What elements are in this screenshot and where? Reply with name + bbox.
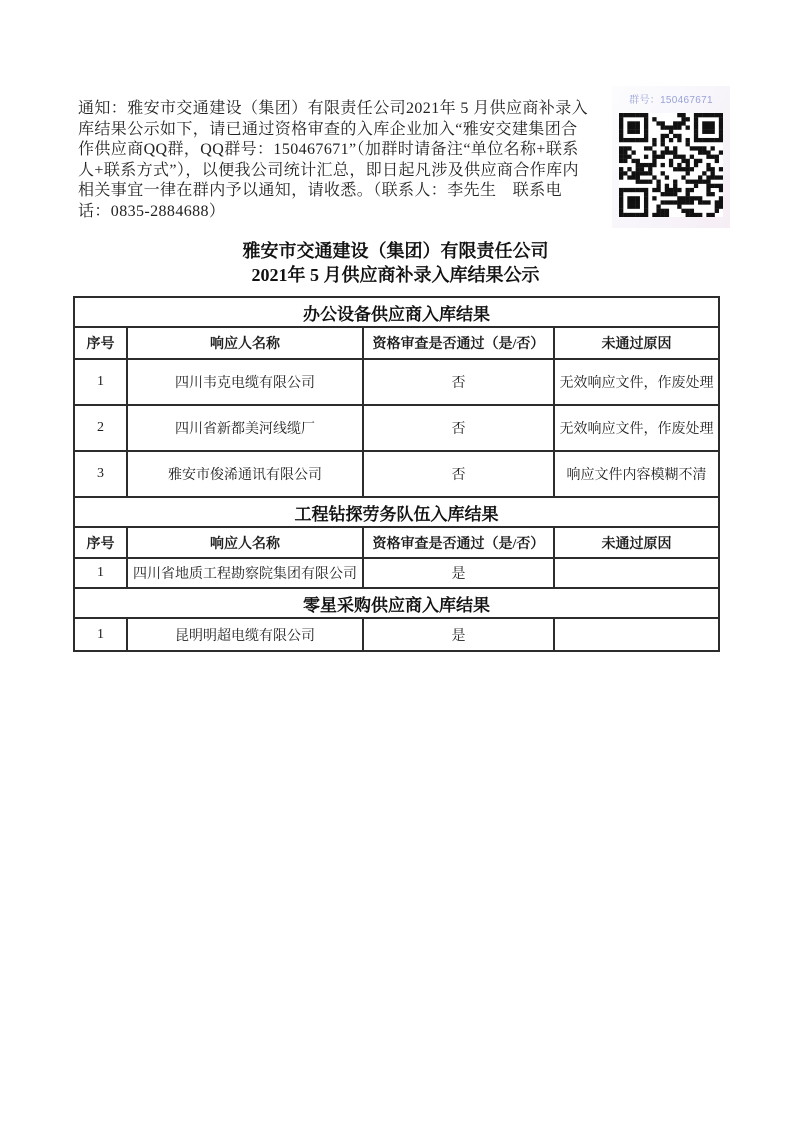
cell-fail-reason: 无效响应文件，作废处理 [554,405,719,451]
table-header-row [74,327,719,359]
cell-fail-reason [554,618,719,651]
section-title: 工程钻探劳务队伍入库结果 [74,497,719,527]
cell-qualification: 否 [363,359,554,405]
column-header-serial: 序号 [74,327,127,359]
cell-respondent: 雅安市俊浠通讯有限公司 [127,451,363,497]
notice-line: 相关事宜一律在群内予以通知，请收悉。（联系人：李先生 联系电 [78,182,563,200]
cell-qualification: 否 [363,405,554,451]
cell-respondent: 四川韦克电缆有限公司 [127,359,363,405]
column-header-qualification: 资格审查是否通过（是/否） [363,327,554,359]
table-row [74,451,719,497]
qq-group-number-label: 群号：150467671 [629,94,713,106]
cell-serial: 1 [74,618,127,651]
section-title: 办公设备供应商入库结果 [74,297,719,327]
column-header-fail-reason: 未通过原因 [554,527,719,558]
cell-serial: 3 [74,451,127,497]
document-title-line2: 2021年 5 月供应商补录入库结果公示 [251,264,540,285]
column-header-fail-reason: 未通过原因 [554,327,719,359]
cell-fail-reason [554,558,719,588]
cell-respondent: 四川省新都美河线缆厂 [127,405,363,451]
table-row [74,359,719,405]
cell-serial: 2 [74,405,127,451]
cell-qualification: 是 [363,618,554,651]
column-header-respondent: 响应人名称 [127,327,363,359]
notice-line: 话：0835-2884688） [78,202,226,220]
cell-serial: 1 [74,359,127,405]
document-title [73,240,718,287]
cell-qualification: 否 [363,451,554,497]
cell-respondent: 昆明明超电缆有限公司 [127,618,363,651]
section-header-drilling-labor [74,497,719,527]
notice-line: 库结果公示如下，请已通过资格审查的入库企业加入“雅安交建集团合 [78,120,578,138]
cell-qualification: 是 [363,558,554,588]
qq-group-qr-code-icon [619,113,723,217]
qq-group-card [612,86,730,228]
notice-line: 通知：雅安市交通建设（集团）有限责任公司2021年 5 月供应商补录入 [78,100,589,117]
section-header-office-equipment [74,297,719,327]
section-header-sporadic-procurement [74,588,719,618]
notice-line: 作供应商QQ群，QQ群号：150467671”（加群时请备注“单位名称+联系 [78,141,579,159]
table-row [74,558,719,588]
cell-respondent: 四川省地质工程勘察院集团有限公司 [127,558,363,588]
section-title: 零星采购供应商入库结果 [74,588,719,618]
cell-fail-reason: 无效响应文件，作废处理 [554,359,719,405]
supplier-results-table [73,296,720,652]
column-header-qualification: 资格审查是否通过（是/否） [363,527,554,558]
notice-line: 人+联系方式”），以便我公司统计汇总，即日起凡涉及供应商合作库内 [78,161,579,179]
column-header-respondent: 响应人名称 [127,527,363,558]
table-row [74,618,719,651]
notice-paragraph [78,99,612,223]
cell-serial: 1 [74,558,127,588]
table-row [74,405,719,451]
column-header-serial: 序号 [74,527,127,558]
document-title-line1: 雅安市交通建设（集团）有限责任公司 [242,241,549,261]
table-header-row [74,527,719,558]
cell-fail-reason: 响应文件内容模糊不清 [554,451,719,497]
